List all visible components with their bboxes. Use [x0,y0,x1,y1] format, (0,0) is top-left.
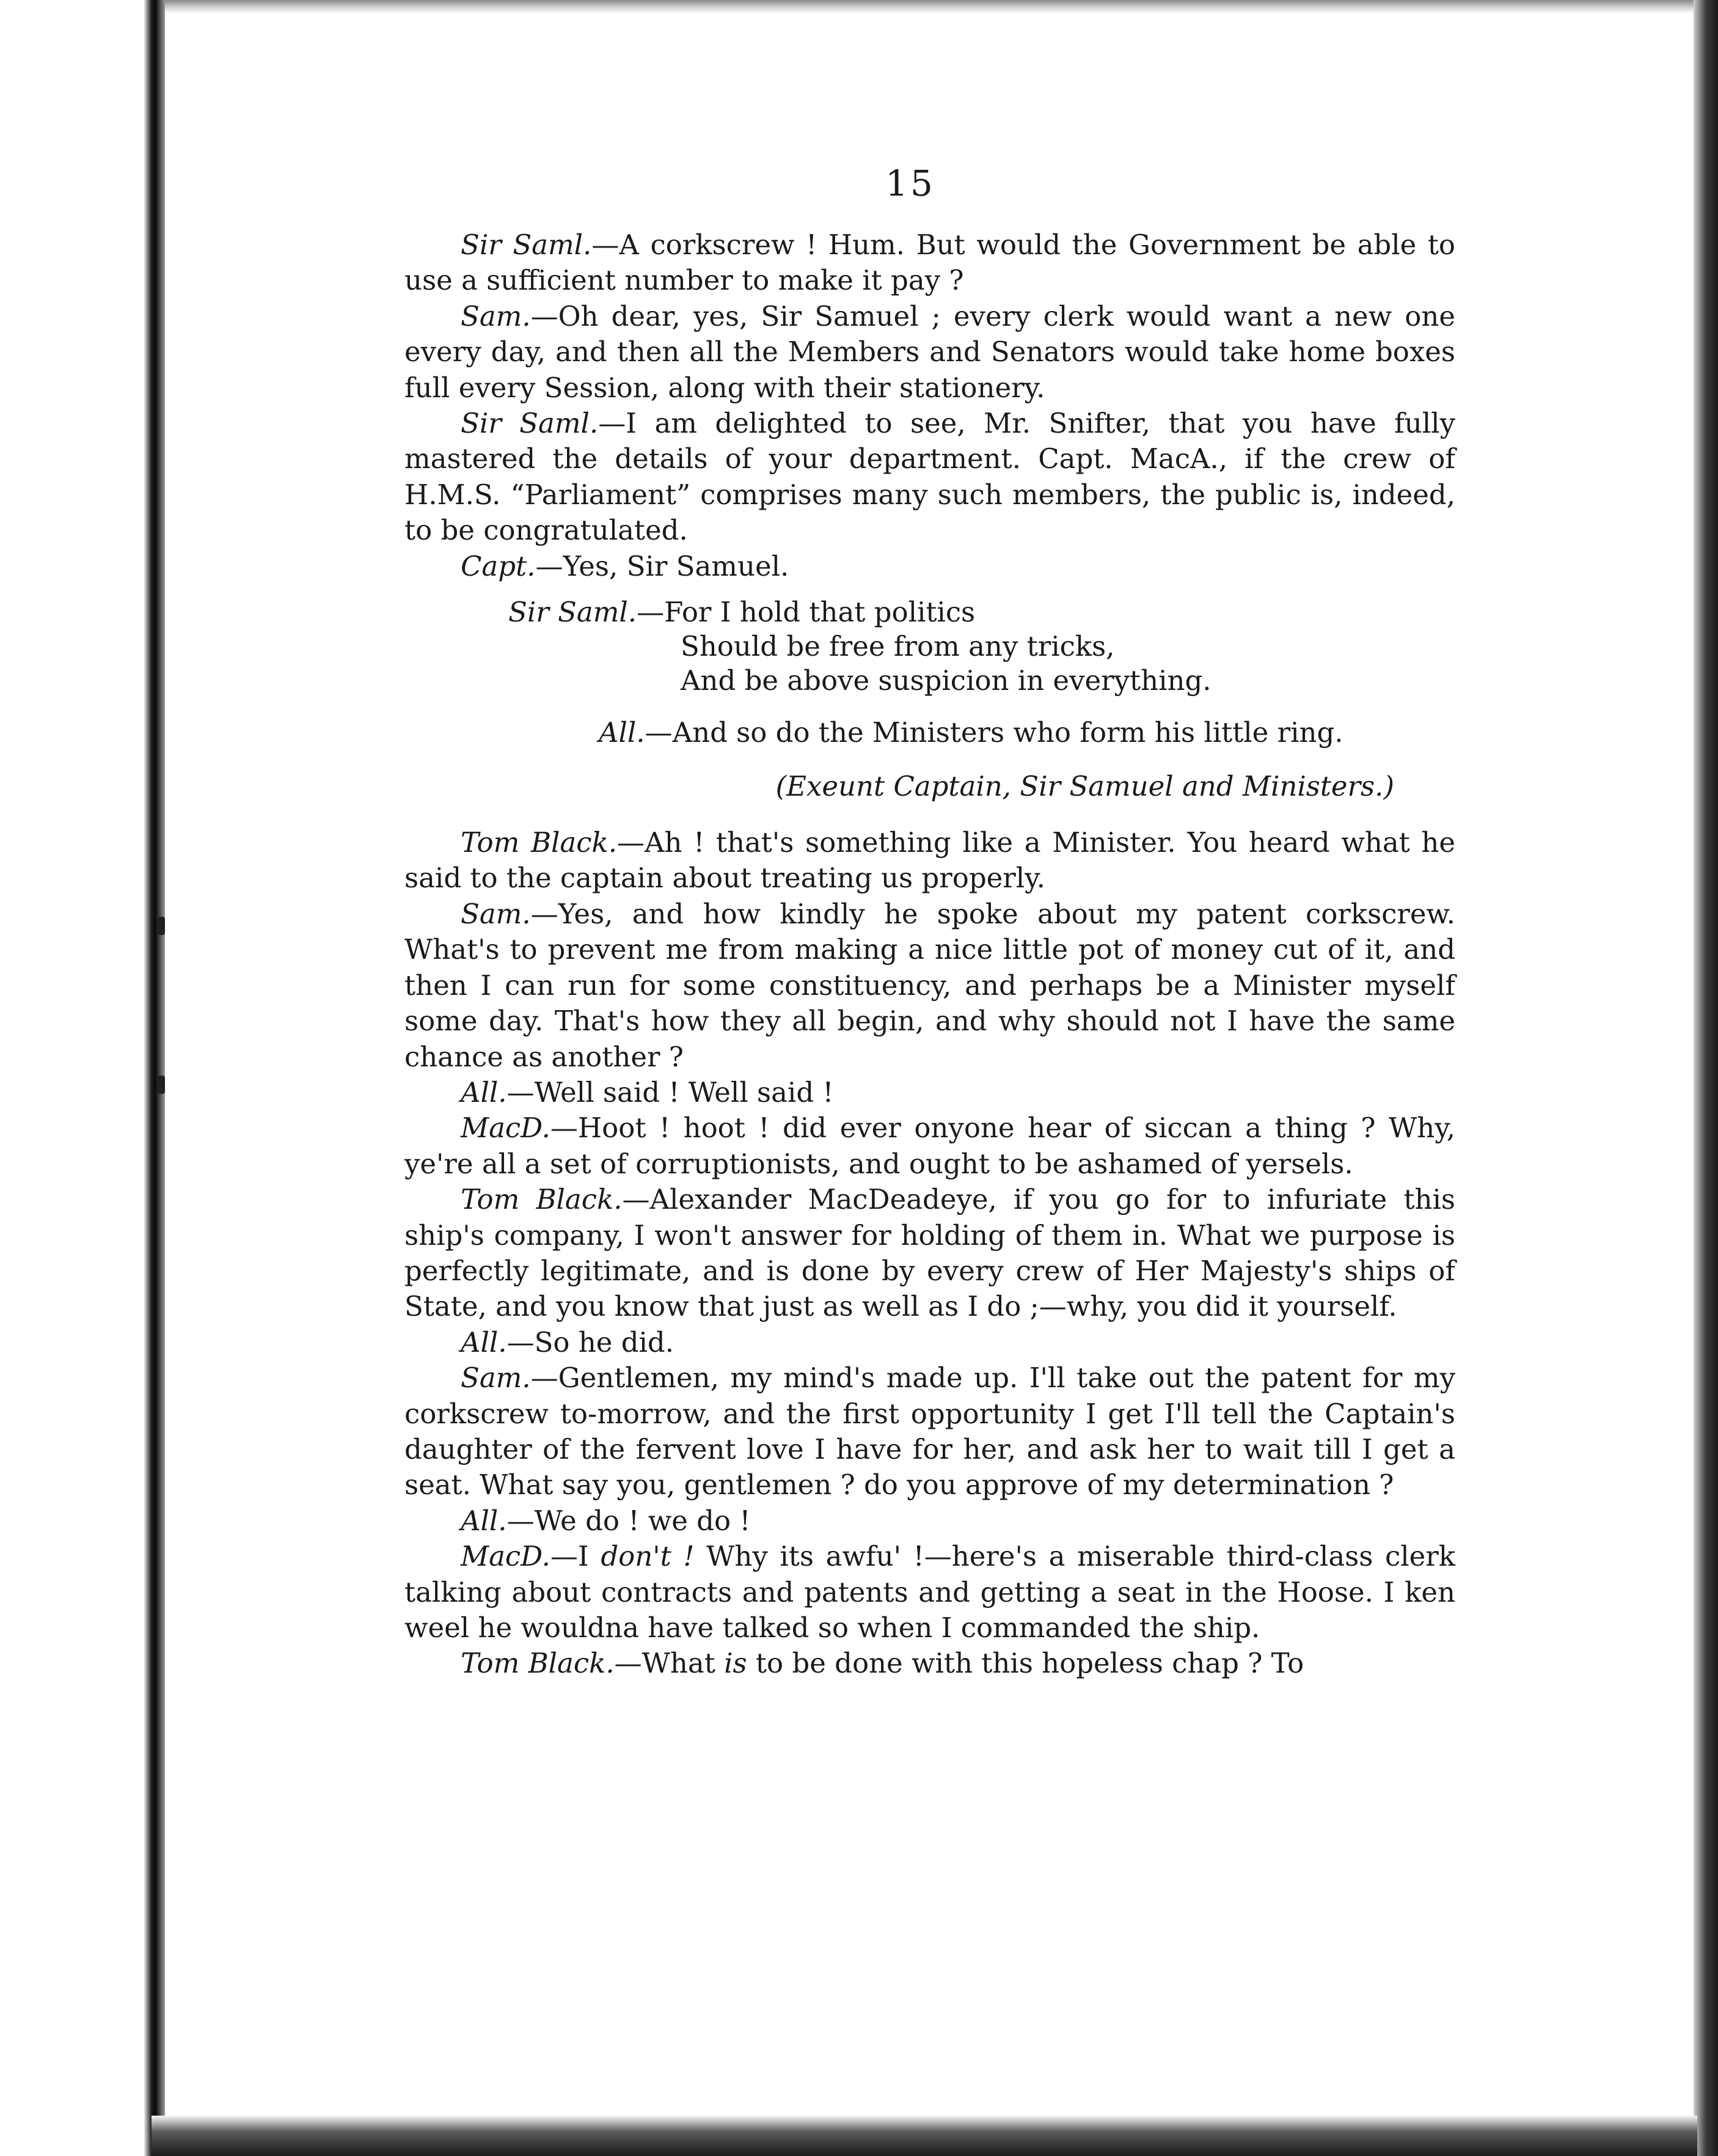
emphasis: don't ! [601,1540,695,1573]
speaker-name: Sam. [461,299,531,332]
scan-right-edge [1694,0,1718,2156]
dialogue-paragraph [404,549,1455,584]
dialogue-text: —A corkscrew ! Hum. But would the Government be able to use a sufficient number to make it pay ? [404,229,1455,297]
dialogue-paragraph [404,1360,1455,1503]
dialogue-paragraph [404,897,1455,1075]
speaker-name: Sir Saml. [461,407,599,440]
speaker-name: Sir Saml. [461,229,592,261]
dialogue-paragraph [404,1075,1455,1110]
stage-direction: (Exeunt Captain, Sir Samuel and Ministers.) [775,770,1394,803]
speaker-name: All. [461,1326,507,1358]
dialogue-paragraph [404,299,1455,406]
speaker-name: Tom Black. [461,1183,623,1216]
page-text [404,227,1455,1682]
dialogue-paragraph: MacD.—I don't ! Why its awfu' !—here's a miserable third-class clerk talking about contracts and patents and getting a seat in the Hoose. I ken weel he wouldna have talked so when I commanded the ship. [404,1540,1455,1644]
speaker-name: Tom Black. [461,1647,615,1680]
speaker-name: MacD. [461,1112,550,1145]
dialogue-text: —Yes, Sir Samuel. [535,549,789,582]
dialogue-text: Why its awfu' !—here's a miserable third-class clerk talking about contracts and patents and getting a seat in the Hoose. I ken weel he wouldna have talked so when I commanded the ship. [404,1540,1455,1644]
dialogue-paragraph [404,1182,1455,1325]
speaker-name: All. [461,1076,507,1109]
scan-left-margin [0,0,152,2156]
speaker-name: All. [599,716,645,749]
speaker-name: Sam. [461,897,531,930]
binding-mark [158,1076,165,1094]
dialogue-text: —Hoot ! hoot ! did ever onyone hear of siccan a thing ? Why, ye're all a set of corruptionists, and ought to be ashamed of yersels. [404,1112,1455,1180]
scan-top-edge [0,0,1718,13]
dialogue-text: —Alexander MacDeadeye, if you go for to infuriate this ship's company, I won't answer for holding of them in. What we purpose is perfectly legitimate, and is done by every crew of Her Majesty's ships of State, and you know that just as well as I do ;—why, you did it yourself. [404,1183,1456,1323]
dialogue-text: —Oh dear, yes, Sir Samuel ; every clerk would want a new one every day, and then all the Members and Senators would take home boxes full every Session, along with their stationery. [404,299,1455,404]
dialogue-paragraph [404,1325,1455,1360]
dialogue-paragraph [404,406,1455,549]
dialogue-text: —Well said ! Well said ! [506,1076,834,1109]
verse-line: Sir Saml.—For I hold that politics [508,596,976,629]
dialogue-paragraph [404,1110,1455,1182]
dialogue-text: —Gentlemen, my mind's made up. I'll take out the patent for my corkscrew to-morrow, and the first opportunity I get I'll tell the Captain's daughter of the fervent love I have for her, and ask her to wait till I get a seat. What say you, gentlemen ? do you approve of my determination ? [404,1362,1455,1502]
spacer [404,804,1455,825]
dialogue-text: —We do ! we do ! [506,1504,751,1537]
verse-line: And be above suspicion in everything. [681,664,1212,697]
binding-mark [158,917,165,935]
dialogue-text: —Ah ! that's something like a Minister. You heard what he said to the captain about treating us properly. [404,826,1456,895]
dialogue-text: —Yes, and how kindly he spoke about my patent corkscrew. What's to prevent me from making a nice little pot of money cut of it, and then I can run for some constituency, and perhaps be a Minister myself some day. That's how they all begin, and why should not I have the same chance as another ? [404,897,1455,1073]
dialogue-paragraph [404,227,1455,299]
speaker-name: Sam. [461,1362,531,1395]
dialogue-paragraph [404,1503,1455,1539]
speaker-name: Capt. [461,549,536,582]
scan-bottom-edge [152,2116,1697,2156]
song-verse [404,595,1455,698]
dialogue-text: to be done with this hopeless chap ? To [747,1647,1304,1680]
dialogue-text: —So he did. [506,1326,674,1358]
dialogue-paragraph [404,825,1455,897]
speaker-name: Tom Black. [461,826,618,859]
verse-line: Should be free from any tricks, [681,630,1115,663]
speaker-name: MacD. [461,1540,550,1573]
page-number: 15 [885,163,935,204]
speaker-name: Sir Saml. [508,596,637,629]
speaker-name: All. [461,1504,507,1537]
emphasis: is [724,1647,747,1680]
chorus-line: All.—And so do the Ministers who form his little ring. [599,716,1343,749]
dialogue-paragraph: Tom Black.—What is to be done with this hopeless chap ? To [461,1647,1304,1680]
dialogue-text: —I am delighted to see, Mr. Snifter, that you have fully mastered the details of your department. Capt. MacA., if the crew of H.M.S. “Parliament” comprises many such members, the public is, indeed, to be congratulated. [404,407,1455,547]
